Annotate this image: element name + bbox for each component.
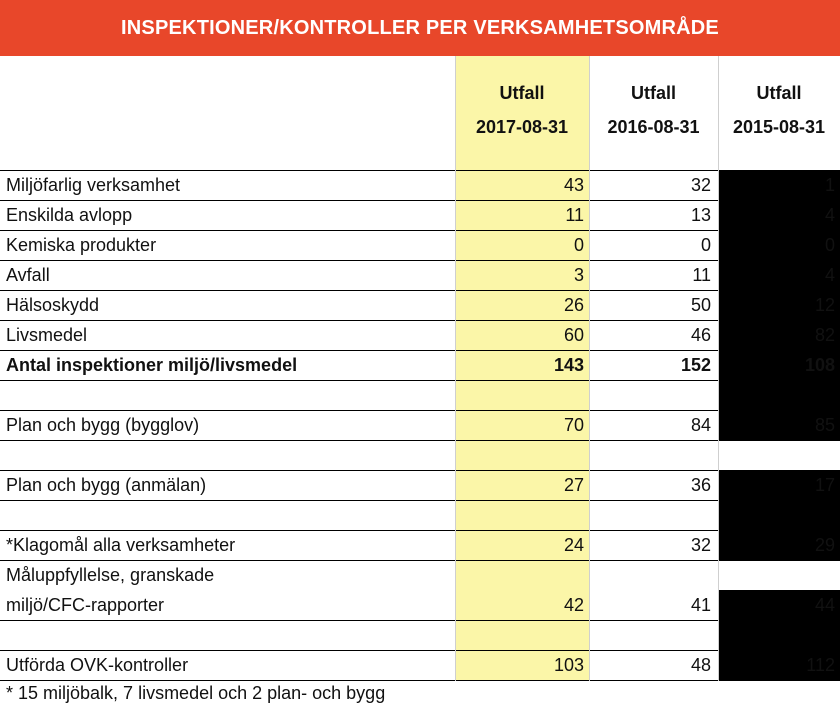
value-2016: 50 xyxy=(690,295,711,315)
row-label: miljö/CFC-rapporter xyxy=(6,595,165,615)
row-label: Plan och bygg (bygglov) xyxy=(6,415,200,435)
value-2016: 0 xyxy=(700,235,711,255)
value-2017: 42 xyxy=(563,595,584,615)
value-2015-redacted: 108 xyxy=(804,355,835,375)
header-2016 xyxy=(589,80,718,140)
row-divider xyxy=(0,560,840,561)
value-2015-redacted: 1 xyxy=(824,175,835,195)
value-2015-redacted: 17 xyxy=(814,475,835,495)
value-2016: 11 xyxy=(692,265,711,285)
header-2015-line1: Utfall xyxy=(756,83,802,103)
value-2015-redacted: 0 xyxy=(824,235,835,255)
row-label: Måluppfyllelse, granskade xyxy=(6,565,215,585)
row-divider xyxy=(0,470,840,471)
value-2017: 27 xyxy=(563,475,584,495)
header-2017 xyxy=(455,80,589,140)
value-2015-redacted: 44 xyxy=(814,595,835,615)
row-divider xyxy=(0,290,840,291)
row-label: Miljöfarlig verksamhet xyxy=(6,175,181,195)
value-2016: 41 xyxy=(690,595,711,615)
row-label: Enskilda avlopp xyxy=(6,205,133,225)
value-2017: 70 xyxy=(563,415,584,435)
column-divider xyxy=(455,56,456,681)
header-2017-line1: Utfall xyxy=(499,83,545,103)
row-divider xyxy=(0,230,840,231)
row-label: Livsmedel xyxy=(6,325,88,345)
header-2017-line2: 2017-08-31 xyxy=(475,117,569,137)
row-label: Hälsoskydd xyxy=(6,295,100,315)
value-2017: 24 xyxy=(563,535,584,555)
value-2015-redacted: 12 xyxy=(814,295,835,315)
value-2017: 43 xyxy=(563,175,584,195)
row-label: *Klagomål alla verksamheter xyxy=(6,535,236,555)
row-label: Utförda OVK-kontroller xyxy=(6,655,189,675)
header-2015-line2: 2015-08-31 xyxy=(732,117,826,137)
value-2016: 13 xyxy=(690,205,711,225)
row-divider xyxy=(0,680,840,681)
value-2016: 36 xyxy=(690,475,711,495)
row-divider xyxy=(0,500,840,501)
row-divider xyxy=(0,260,840,261)
header-2016-line1: Utfall xyxy=(631,83,676,103)
row-divider xyxy=(0,320,840,321)
value-2015-redacted: 4 xyxy=(824,205,835,225)
value-2017: 103 xyxy=(553,655,584,675)
report-title: INSPEKTIONER/KONTROLLER PER VERKSAMHETSOMRÅDE xyxy=(0,0,840,56)
row-label: Kemiska produkter xyxy=(6,235,157,255)
row-divider xyxy=(0,530,840,531)
value-2015-redacted: 85 xyxy=(814,415,835,435)
value-2016: 32 xyxy=(690,535,711,555)
value-2016: 48 xyxy=(690,655,711,675)
column-divider xyxy=(718,56,719,681)
value-2017: 26 xyxy=(563,295,584,315)
value-2015-redacted: 4 xyxy=(824,265,835,285)
value-2017: 11 xyxy=(565,205,584,225)
header-2016-line2: 2016-08-31 xyxy=(607,117,700,137)
value-2017: 3 xyxy=(573,265,584,285)
value-2017: 143 xyxy=(553,355,584,375)
row-divider xyxy=(0,650,840,651)
header-2015 xyxy=(718,80,840,140)
value-2016: 32 xyxy=(690,175,711,195)
row-label: Avfall xyxy=(6,265,50,285)
footnote: * 15 miljöbalk, 7 livsmedel och 2 plan- och bygg xyxy=(6,683,386,703)
row-divider xyxy=(0,200,840,201)
row-divider xyxy=(0,380,840,381)
row-divider xyxy=(0,410,840,411)
column-divider xyxy=(589,56,590,681)
row-divider xyxy=(0,350,840,351)
value-2016: 84 xyxy=(690,415,711,435)
value-2016: 46 xyxy=(690,325,711,345)
value-2015-redacted: 112 xyxy=(806,655,835,675)
row-divider xyxy=(0,170,840,171)
value-2017: 0 xyxy=(573,235,584,255)
row-divider xyxy=(0,440,840,441)
value-2017: 60 xyxy=(563,325,584,345)
row-label: Antal inspektioner miljö/livsmedel xyxy=(6,355,298,375)
row-divider xyxy=(0,620,840,621)
value-2016: 152 xyxy=(680,355,711,375)
value-2015-redacted: 29 xyxy=(814,535,835,555)
value-2015-redacted: 82 xyxy=(814,325,835,345)
row-label: Plan och bygg (anmälan) xyxy=(6,475,207,495)
